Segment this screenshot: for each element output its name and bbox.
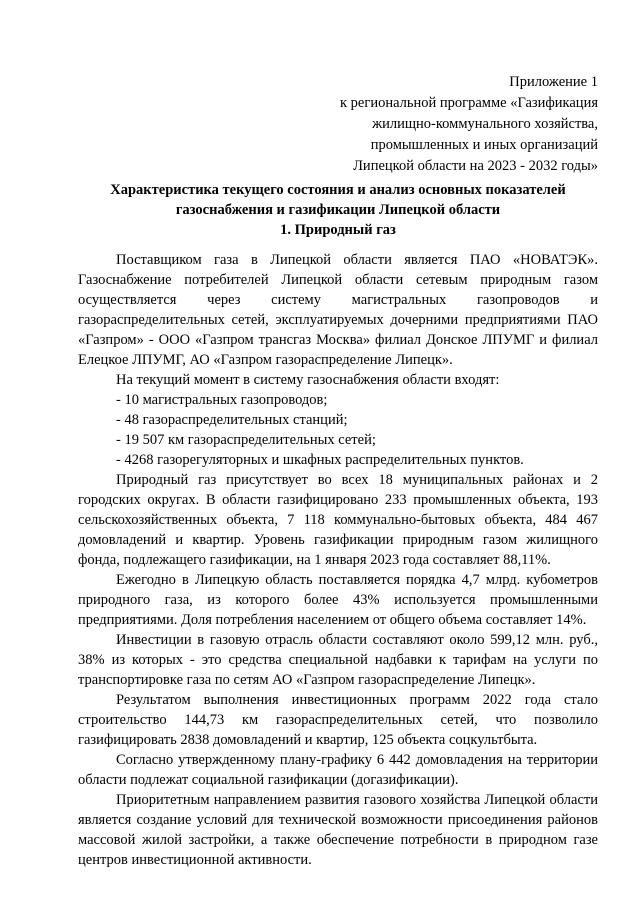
paragraph-supply-volume: Ежегодно в Липецкую область поставляется порядка 4,7 млрд. кубометров природного газа, из которого более 43% используется промышленными предприятиями. Доля потребления населением от общего объема составляет 14%. [78, 572, 598, 628]
appendix-line: промышленных и иных организаций [370, 137, 598, 153]
paragraph-social-gasification: Согласно утвержденному плану-графику 6 442 домовладения на территории области подлежат социальной газификации (догазификации). [78, 752, 598, 788]
section-title: 1. Природный газ [280, 222, 396, 238]
list-item: - 4268 газорегуляторных и шкафных распределительных пунктов. [116, 452, 524, 468]
paragraph-system-intro: На текущий момент в систему газоснабжения области входят: [116, 372, 500, 388]
document-heading [78, 180, 598, 240]
paragraph-investments: Инвестиции в газовую отрасль области составляют около 599,12 млн. руб., 38% из которых - это средства специальной надбавки к тарифам на услуги по транспортировке газа по сетям АО «Газпром газораспределение Липецк». [78, 632, 598, 688]
list-item: - 10 магистральных газопроводов; [116, 392, 328, 408]
heading-title-line: газоснабжения и газификации Липецкой области [175, 202, 501, 218]
appendix-line: Приложение 1 [509, 74, 598, 90]
appendix-line: жилищно-коммунального хозяйства, [372, 116, 598, 132]
list-item: - 19 507 км газораспределительных сетей; [116, 432, 376, 448]
paragraph-priority: Приоритетным направлением развития газового хозяйства Липецкой области является создание условий для технической возможности присоединения районов массовой жилой застройки, а также обеспечение потребности в природном газе центров инвестиционной активности. [78, 792, 598, 868]
appendix-header [238, 72, 598, 177]
appendix-line: Липецкой области на 2023 - 2032 годы» [353, 158, 598, 174]
paragraph-coverage: Природный газ присутствует во всех 18 муниципальных районах и 2 городских округах. В области газифицировано 233 промышленных объекта, 193 сельскохозяйственных объекта, 7 118 коммунально-бытовых объекта, 484 467 домовладений и квартир. Уровень газификации природным газом жилищного фонда, подлежащего газификации, на 1 января 2023 года составляет 88,11%. [78, 472, 598, 568]
document-body [78, 250, 598, 870]
paragraph-supplier: Поставщиком газа в Липецкой области является ПАО «НОВАТЭК». Газоснабжение потребителей Липецкой области сетевым природным газом осуществляется через систему магистральных газопроводов и газораспределительных сетей, эксплуатируемых дочерними предприятиями ПАО «Газпром» - ООО «Газпром трансгаз Москва» филиал Донское ЛПУМГ и филиал Елецкое ЛПУМГ, АО «Газпром газораспределение Липецк». [78, 252, 598, 368]
heading-title-line: Характеристика текущего состояния и анализ основных показателей [110, 182, 566, 198]
appendix-line: к региональной программе «Газификация [340, 95, 598, 111]
paragraph-results-2022: Результатом выполнения инвестиционных программ 2022 года стало строительство 144,73 км газораспределительных сетей, что позволило газифицировать 2838 домовладений и квартир, 125 объекта соцкультбыта. [78, 692, 598, 748]
list-item: - 48 газораспределительных станций; [116, 412, 348, 428]
